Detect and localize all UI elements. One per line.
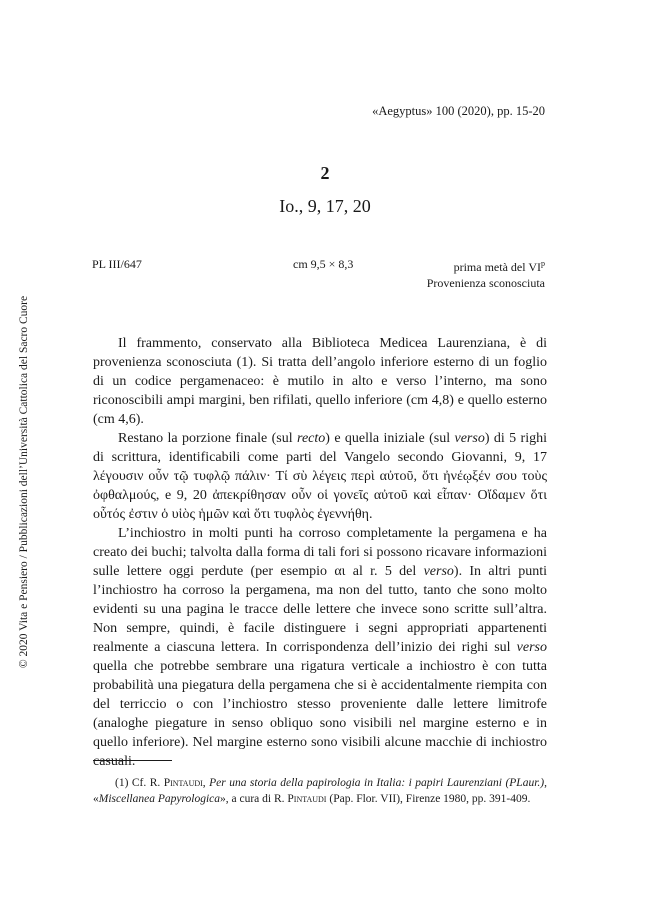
entry-title: Io., 9, 17, 20	[279, 196, 371, 216]
journal-reference: «Aegyptus» 100 (2020), pp. 15-20	[372, 104, 545, 118]
date-text: prima metà del VI	[453, 260, 541, 274]
inventory-number: PL III/647	[92, 257, 142, 271]
date-provenance	[427, 256, 545, 291]
date-line	[427, 256, 545, 275]
date-superscript: p	[541, 259, 545, 268]
copyright-text: © 2020 Vita e Pensiero / Pubblicazioni dell’Università Cattolica del Sacro Cuore	[18, 295, 30, 669]
paragraph-1: Il frammento, conservato alla Biblioteca Medicea Laurenziana, è di provenienza sconosciuta (1). Si tratta dell’angolo inferiore esterno di un foglio di un codice pergamenaceo: è mutilo in alto e verso l’interno, ma sono riconoscibili ampi margini, ben rifilati, quello inferiore (cm 4,8) e quello esterno (cm 4,6).	[93, 336, 547, 427]
body-text	[93, 334, 547, 771]
paragraph-2: Restano la porzione finale (sul recto) e quella iniziale (sul verso) di 5 righi di scrittura, identificabili come parti del Vangelo secondo Giovanni, 9, 17 λέγουσιν οὖν τῷ τυφλῷ πάλιν· Τί σὺ λέγεις περὶ αὐτοῦ, ὅτι ἠνέῳξέν σου τοὺς ὀφθαλμούς, e 9, 20 ἀπεκρίθησαν οὖν οἱ γονεῖς αὐτοῦ καὶ εἶπαν· Οἴδαμεν ὅτι οὗτός ἐστιν ὁ υἱὸς ἡμῶν καὶ ὅτι τυφλὸς ἐγεννήθη.	[93, 431, 547, 522]
footnote: (1) Cf. R. Pintaudi, Per una storia della papirologia in Italia: i papiri Laurenziani (PLaur.), «Miscellanea Papyrologica», a cura di R. Pintaudi (Pap. Flor. VII), Firenze 1980, pp. 391-409.	[93, 777, 547, 805]
footnote-rule	[93, 760, 172, 761]
provenance: Provenienza sconosciuta	[426, 276, 545, 290]
paragraph-3: L’inchiostro in molti punti ha corroso completamente la pergamena e ha creato dei buchi; talvolta dalla forma di tali fori si possono ricavare informazioni sulle lettere oggi perdute (per esempio αι al r. 5 del verso). In altri punti l’inchiostro ha corroso la pergamena, ma non del tutto, tanto che sono molto evidenti su una pagina le tracce delle lettere che invece sono scritte sull’altra. Non sempre, quindi, è facile distinguere i segni appropriati appartenenti realmente a ciascuna lettera. In corrispondenza dell’inizio dei righi sul verso quella che potrebbe sembrare una rigatura verticale a inchiostro è con tutta probabilità una piegatura della pergamena che si è accidentalmente riempita con del terriccio o con l’inchiostro stesso proveniente dalle lettere limitrofe (analoghe piegature in senso obliquo sono visibili nel margine esterno e in quello inferiore). Nel margine esterno sono visibili alcune macchie di inchiostro casuali.	[93, 526, 547, 769]
dimensions: cm 9,5 × 8,3	[293, 257, 354, 271]
entry-number: 2	[320, 163, 330, 183]
